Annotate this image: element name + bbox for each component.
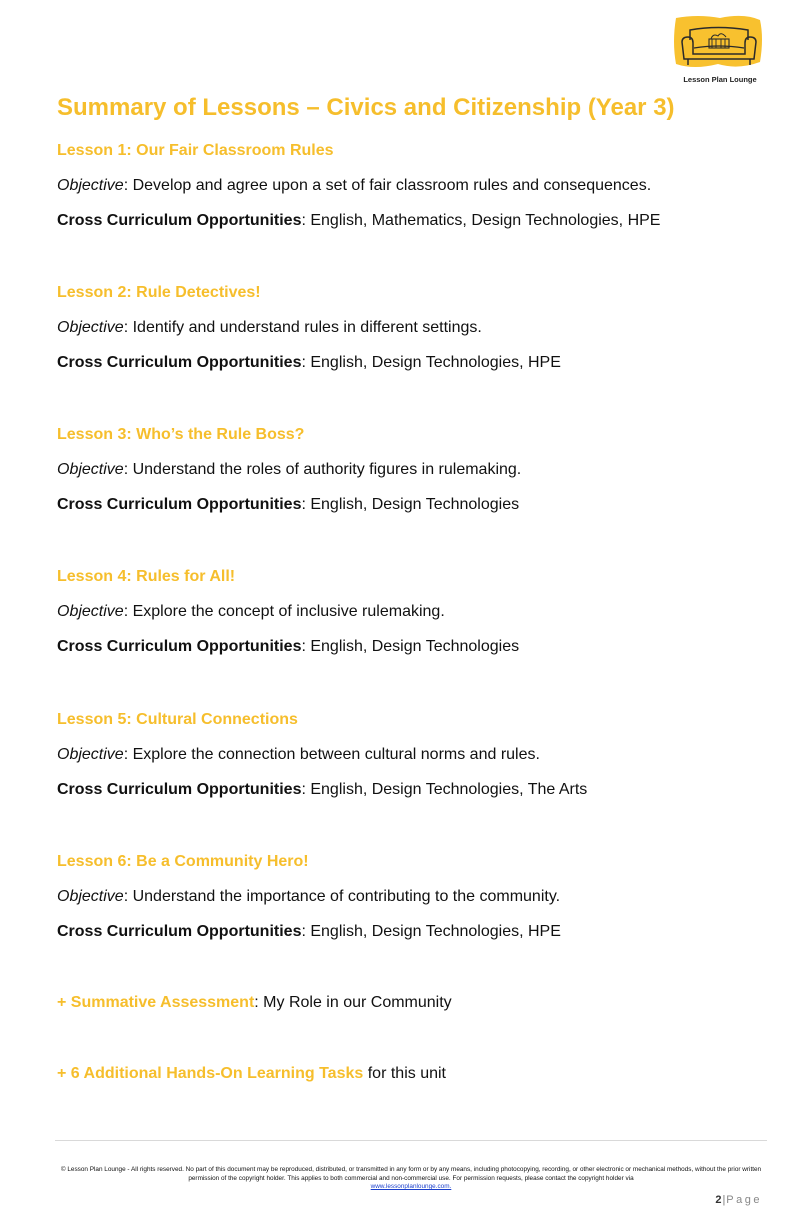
additional-tasks-label: + 6 Additional Hands-On Learning Tasks [57, 1065, 364, 1082]
website-link[interactable]: www.lessonplanlounge.com. [370, 1183, 452, 1190]
lesson-cross-curriculum [57, 780, 757, 800]
cross-label: Cross Curriculum Opportunities [57, 212, 302, 229]
colon: : [301, 638, 311, 655]
colon: : [123, 603, 133, 620]
cross-label: Cross Curriculum Opportunities [57, 923, 302, 940]
lesson-objective [57, 602, 757, 622]
lesson-cross-curriculum [57, 211, 757, 231]
page-separator: | [722, 1194, 727, 1206]
lesson-objective [57, 745, 757, 765]
page-word: Page [726, 1194, 762, 1206]
logo [668, 12, 772, 90]
lesson-cross-curriculum [57, 353, 757, 373]
cross-label: Cross Curriculum Opportunities [57, 781, 302, 798]
summative-assessment-text: : My Role in our Community [254, 994, 452, 1011]
lesson-1 [57, 141, 757, 231]
colon: : [123, 177, 133, 194]
cross-text: English, Design Technologies, The Arts [310, 781, 588, 798]
lesson-2 [57, 283, 757, 373]
colon: : [123, 461, 133, 478]
objective-label: Objective [57, 319, 124, 336]
lesson-cross-curriculum [57, 495, 757, 515]
lesson-title: Lesson 5: Cultural Connections [57, 711, 298, 728]
lesson-title: Lesson 1: Our Fair Classroom Rules [57, 142, 334, 159]
footer-divider [55, 1140, 767, 1141]
lesson-objective [57, 460, 757, 480]
cross-text: English, Mathematics, Design Technologies, HPE [310, 212, 661, 229]
page-number-value: 2 [715, 1194, 723, 1206]
cross-label: Cross Curriculum Opportunities [57, 354, 302, 371]
summative-assessment-label: + Summative Assessment [57, 994, 255, 1011]
colon: : [123, 888, 133, 905]
lesson-title: Lesson 4: Rules for All! [57, 568, 236, 585]
additional-tasks [57, 1064, 446, 1084]
page-title: Summary of Lessons – Civics and Citizenship (Year 3) [57, 94, 675, 121]
cross-text: English, Design Technologies [310, 496, 520, 513]
objective-label: Objective [57, 746, 124, 763]
copyright-text: © Lesson Plan Lounge - All rights reserved. No part of this document may be reproduced, distributed, or transmitted in any form or by any means, including photocopying, recording, or other electronic or mechanical methods, without the prior written permission of the copyright holder. This applies to both commercial and non-commercial use. For permission requests, please contact the copyright holder via [60, 1166, 762, 1182]
objective-text: Understand the roles of authority figures in rulemaking. [132, 461, 522, 478]
objective-label: Objective [57, 461, 124, 478]
copyright-notice [60, 1166, 762, 1192]
colon: : [301, 496, 311, 513]
objective-text: Develop and agree upon a set of fair classroom rules and consequences. [132, 177, 652, 194]
objective-text: Explore the connection between cultural norms and rules. [132, 746, 540, 763]
cross-text: English, Design Technologies, HPE [310, 923, 561, 940]
objective-label: Objective [57, 888, 124, 905]
colon: : [301, 781, 311, 798]
lesson-title: Lesson 3: Who’s the Rule Boss? [57, 426, 305, 443]
additional-tasks-text: for this unit [363, 1065, 446, 1082]
objective-text: Explore the concept of inclusive rulemaking. [132, 603, 445, 620]
lesson-title: Lesson 6: Be a Community Hero! [57, 853, 309, 870]
objective-text: Identify and understand rules in different settings. [132, 319, 482, 336]
lesson-6 [57, 852, 757, 942]
lesson-objective [57, 318, 757, 338]
colon: : [301, 212, 311, 229]
lesson-4 [57, 567, 757, 657]
lesson-objective [57, 176, 757, 196]
cross-label: Cross Curriculum Opportunities [57, 638, 302, 655]
lesson-cross-curriculum [57, 637, 757, 657]
page-number [715, 1194, 762, 1206]
summative-assessment [57, 993, 452, 1013]
cross-text: English, Design Technologies, HPE [310, 354, 561, 371]
lesson-cross-curriculum [57, 922, 757, 942]
couch-icon [668, 12, 772, 74]
colon: : [123, 319, 133, 336]
cross-text: English, Design Technologies [310, 638, 520, 655]
cross-label: Cross Curriculum Opportunities [57, 496, 302, 513]
colon: : [123, 746, 133, 763]
colon: : [301, 923, 311, 940]
lesson-5 [57, 710, 757, 800]
objective-label: Objective [57, 603, 124, 620]
colon: : [301, 354, 311, 371]
objective-text: Understand the importance of contributing to the community. [132, 888, 561, 905]
objective-label: Objective [57, 177, 124, 194]
lesson-objective [57, 887, 757, 907]
lesson-3 [57, 425, 757, 515]
lesson-title: Lesson 2: Rule Detectives! [57, 284, 261, 301]
logo-text: Lesson Plan Lounge [683, 75, 757, 84]
